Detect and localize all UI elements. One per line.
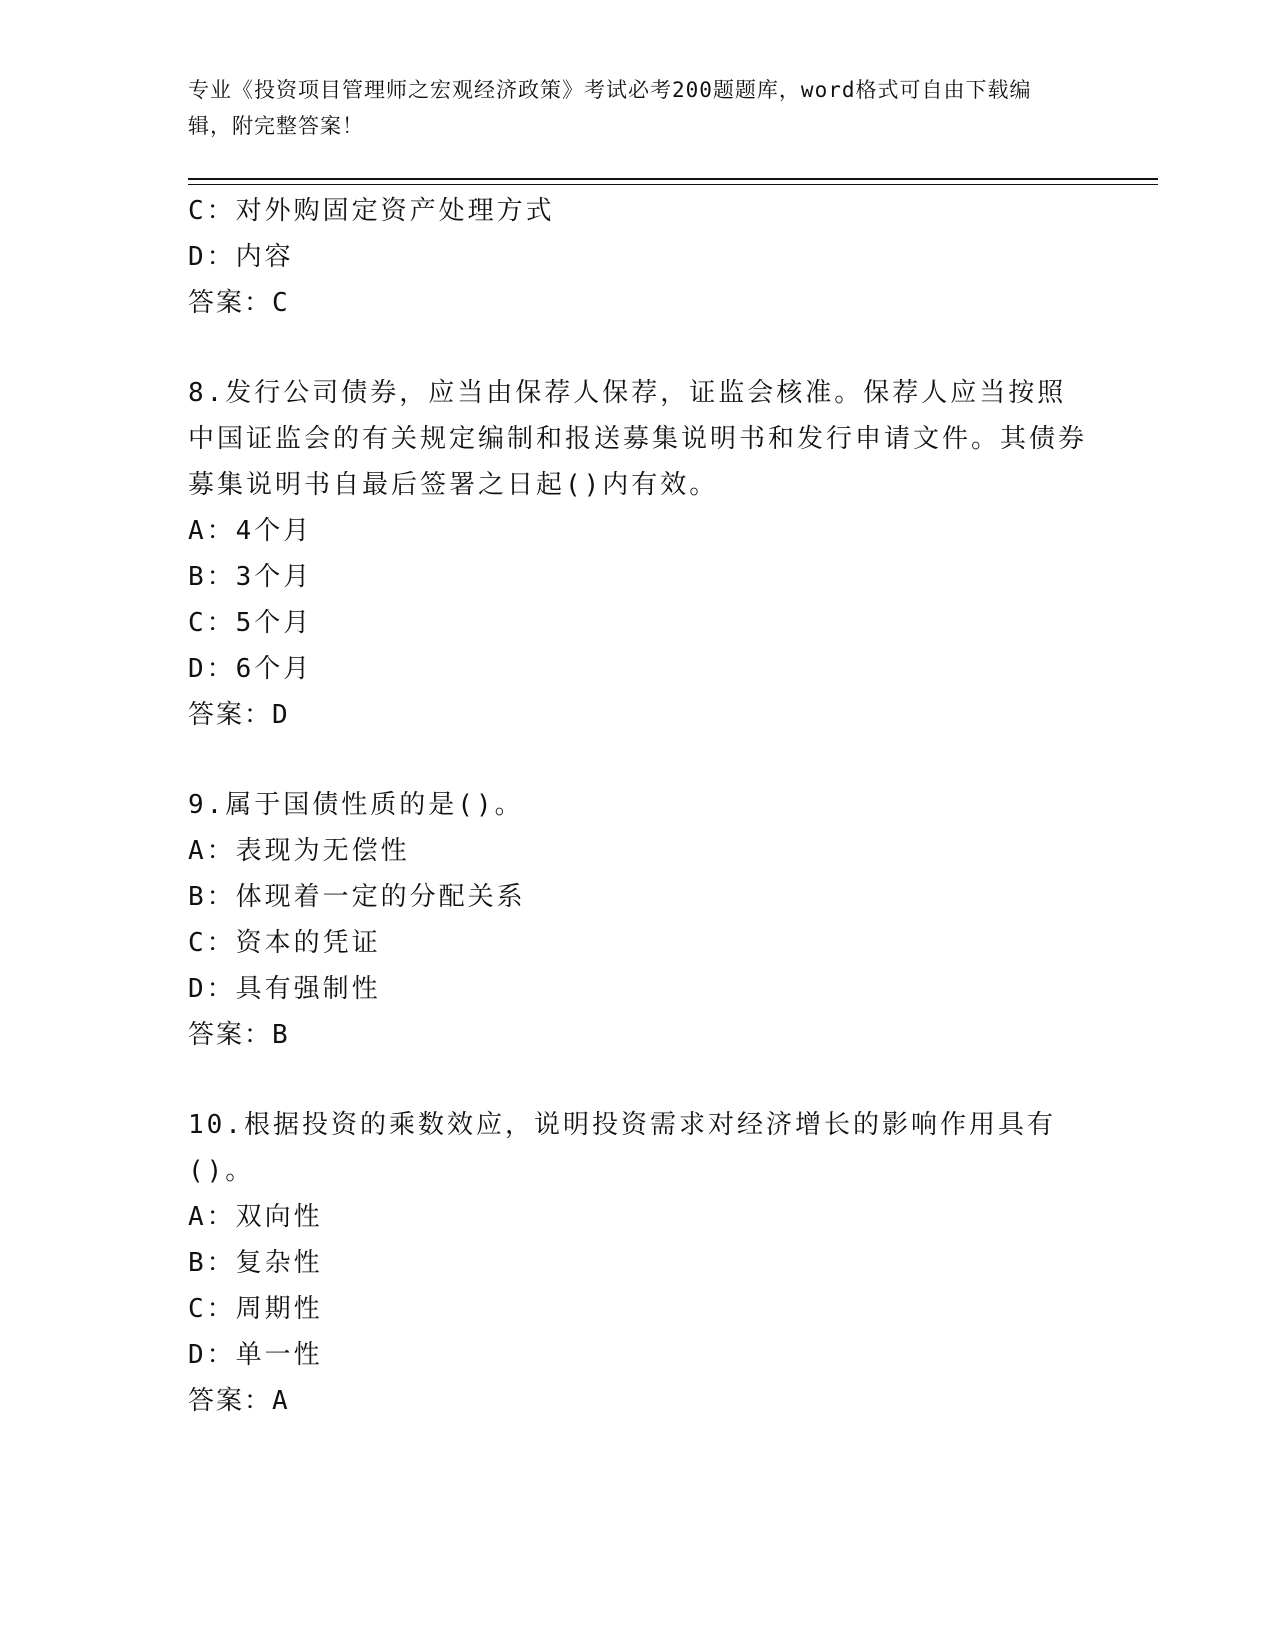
option-d: D：6个月 — [188, 654, 313, 684]
option-d: D：内容 — [188, 242, 294, 272]
option-c: C：5个月 — [188, 608, 313, 638]
question-8 — [188, 370, 1088, 738]
question-7-tail — [188, 188, 1088, 326]
document-body — [188, 188, 1088, 1424]
option-a: A：双向性 — [188, 1202, 323, 1232]
spacer — [188, 1058, 1088, 1102]
question-text: 10.根据投资的乘数效应，说明投资需求对经济增长的影响作用具有()。 — [188, 1110, 1056, 1186]
option-b: B：复杂性 — [188, 1248, 323, 1278]
option-b: B：3个月 — [188, 562, 313, 592]
option-a: A：表现为无偿性 — [188, 836, 410, 866]
option-b: B：体现着一定的分配关系 — [188, 882, 526, 912]
document-header: 专业《投资项目管理师之宏观经济政策》考试必考200题题库，word格式可自由下载编辑，附完整答案！ — [188, 78, 1032, 138]
question-10 — [188, 1102, 1088, 1424]
header-rule-thin — [188, 184, 1158, 185]
option-d: D：单一性 — [188, 1340, 323, 1370]
header-rule-thick — [188, 178, 1158, 180]
answer-line: 答案：B — [188, 1020, 290, 1050]
spacer — [188, 326, 1088, 370]
answer-line: 答案：C — [188, 288, 290, 318]
question-9 — [188, 782, 1088, 1058]
answer-line: 答案：A — [188, 1386, 290, 1416]
question-text: 8.发行公司债券，应当由保荐人保荐，证监会核准。保荐人应当按照中国证监会的有关规定编制和报送募集说明书和发行申请文件。其债券募集说明书自最后签署之日起()内有效。 — [188, 378, 1088, 500]
answer-line: 答案：D — [188, 700, 290, 730]
option-d: D：具有强制性 — [188, 974, 381, 1004]
option-c: C：周期性 — [188, 1294, 323, 1324]
option-a: A：4个月 — [188, 516, 313, 546]
option-c: C：资本的凭证 — [188, 928, 381, 958]
option-c: C：对外购固定资产处理方式 — [188, 196, 555, 226]
question-text: 9.属于国债性质的是()。 — [188, 790, 524, 820]
spacer — [188, 738, 1088, 782]
